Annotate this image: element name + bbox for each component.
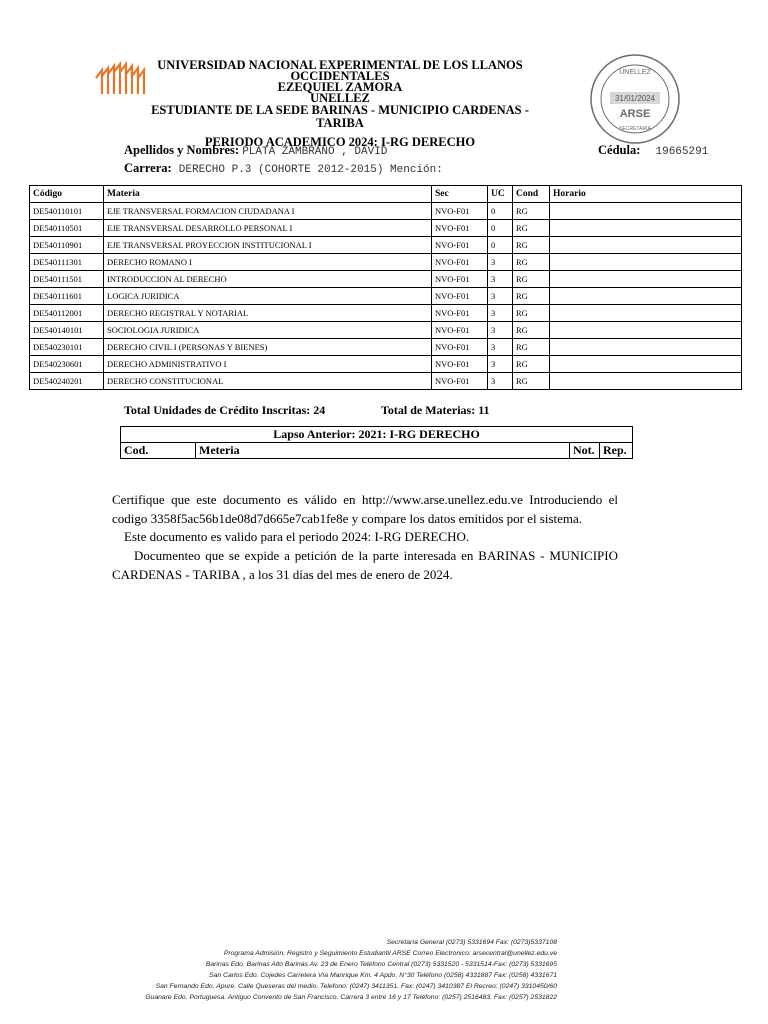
cell-horario <box>550 254 742 271</box>
cell-codigo: DE540230101 <box>30 339 104 356</box>
total-materias: Total de Materias: 11 <box>381 403 490 417</box>
cell-uc: 0 <box>488 203 513 220</box>
cell-materia: INTRODUCCION AL DERECHO <box>104 271 432 288</box>
cell-sec: NVO-F01 <box>432 288 488 305</box>
cell-horario <box>550 322 742 339</box>
cell-cond: RG <box>513 220 550 237</box>
subjects-table <box>29 185 742 390</box>
student-name-row <box>124 143 387 158</box>
carrera-row <box>124 161 443 176</box>
cell-horario <box>550 203 742 220</box>
table-row <box>30 237 742 254</box>
cell-sec: NVO-F01 <box>432 356 488 373</box>
col-codigo: Código <box>30 186 104 203</box>
cell-sec: NVO-F01 <box>432 305 488 322</box>
table-row <box>30 373 742 390</box>
cell-materia: DERECHO REGISTRAL Y NOTARIAL <box>104 305 432 322</box>
cell-materia: EJE TRANSVERSAL PROYECCION INSTITUCIONAL I <box>104 237 432 254</box>
cell-horario <box>550 356 742 373</box>
cell-sec: NVO-F01 <box>432 203 488 220</box>
document-header <box>140 60 540 149</box>
header-ezequiel: EZEQUIEL ZAMORA <box>277 80 403 94</box>
cell-horario <box>550 305 742 322</box>
col-materia: Materia <box>104 186 432 203</box>
stamp-name: ARSE <box>619 108 651 120</box>
cedula-value: 19665291 <box>655 146 709 158</box>
carrera-label: Carrera: <box>124 161 172 175</box>
cell-sec: NVO-F01 <box>432 373 488 390</box>
cell-uc: 3 <box>488 322 513 339</box>
official-stamp-icon <box>588 52 682 146</box>
footer-contacts <box>0 937 557 1003</box>
cell-codigo: DE540112001 <box>30 305 104 322</box>
cell-uc: 3 <box>488 254 513 271</box>
cell-codigo: DE540140101 <box>30 322 104 339</box>
footer-line: San Carlos Edo. Cojedes Carretera Vía Manrique Km. 4 Apdo. N°30 Teléfono (0258) 4331887 Fax: (0258) 4331671 <box>209 972 557 979</box>
cell-sec: NVO-F01 <box>432 271 488 288</box>
col-cond: Cond <box>513 186 550 203</box>
cell-horario <box>550 237 742 254</box>
header-university: UNIVERSIDAD NACIONAL EXPERIMENTAL DE LOS LLANOS OCCIDENTALES <box>157 58 523 83</box>
cell-cond: RG <box>513 203 550 220</box>
cell-horario <box>550 271 742 288</box>
cell-codigo: DE540111501 <box>30 271 104 288</box>
prev-col-not: Not. <box>570 443 600 459</box>
cell-cond: RG <box>513 237 550 254</box>
cell-codigo: DE540111601 <box>30 288 104 305</box>
table-header-row <box>30 186 742 203</box>
table-row <box>30 305 742 322</box>
cell-cond: RG <box>513 339 550 356</box>
cell-uc: 3 <box>488 288 513 305</box>
cedula-row <box>598 143 708 158</box>
stamp-top-text: SECRETARIA <box>619 126 651 132</box>
cell-cond: RG <box>513 305 550 322</box>
total-uc: Total Unidades de Crédito Inscritas: 24 <box>124 403 326 417</box>
cell-uc: 3 <box>488 373 513 390</box>
header-periodo: PERIODO ACADEMICO 2024: I-RG DERECHO <box>204 135 476 149</box>
cell-horario <box>550 288 742 305</box>
cell-cond: RG <box>513 373 550 390</box>
previous-period-table <box>120 426 633 459</box>
cell-uc: 3 <box>488 356 513 373</box>
cell-materia: DERECHO ROMANO I <box>104 254 432 271</box>
cell-uc: 0 <box>488 237 513 254</box>
header-sede: ESTUDIANTE DE LA SEDE BARINAS - MUNICIPIO CARDENAS - TARIBA <box>151 103 529 130</box>
certification-paragraph: Certifique que este documento es válido en http://www.arse.unellez.edu.ve Introduciendo el codigo 3358f5ac56b1de08d7d665e7cab1fe8e y compare los datos emitidos por el sistema. <box>112 492 618 526</box>
stamp-brand: UNELLEZ <box>619 69 651 76</box>
cell-cond: RG <box>513 356 550 373</box>
footer-line: Guanare Edo. Portuguesa. Antiguo Convento de San Francisco. Carrera 3 entre 16 y 17 Teléfono: (0257) 2516483. Fax: (0257) 2531822 <box>145 994 557 1001</box>
cell-horario <box>550 373 742 390</box>
footer-line: Secretaría General (0273) 5331694 Fax: (0273)5337108 <box>386 939 557 946</box>
carrera-value: DERECHO P.3 (COHORTE 2012-2015) Mención: <box>178 164 443 176</box>
footer-line: Programa Admisión, Registro y Seguimiento Estudiantil ARSE Correo Electronico: arsecentral@unellez.edu.ve <box>223 950 557 957</box>
col-horario: Horario <box>550 186 742 203</box>
cell-codigo: DE540240201 <box>30 373 104 390</box>
table-row <box>30 356 742 373</box>
cell-cond: RG <box>513 322 550 339</box>
cell-cond: RG <box>513 288 550 305</box>
issuance-paragraph: Documenteo que se expide a petición de la parte interesada en BARINAS - MUNICIPIO CARDENAS - TARIBA , a los 31 días del mes de enero de 2024. <box>112 548 618 582</box>
cell-codigo: DE540111301 <box>30 254 104 271</box>
col-uc: UC <box>488 186 513 203</box>
cell-codigo: DE540110101 <box>30 203 104 220</box>
cedula-label: Cédula: <box>598 143 641 157</box>
cell-uc: 3 <box>488 271 513 288</box>
previous-header-row <box>121 443 633 459</box>
previous-title: Lapso Anterior: 2021: I-RG DERECHO <box>121 427 633 443</box>
validity-paragraph: Este documento es valido para el periodo 2024: I-RG DERECHO. <box>124 529 470 544</box>
cell-materia: EJE TRANSVERSAL DESARROLLO PERSONAL I <box>104 220 432 237</box>
cell-codigo: DE540230601 <box>30 356 104 373</box>
cell-materia: SOCIOLOGIA JURIDICA <box>104 322 432 339</box>
col-sec: Sec <box>432 186 488 203</box>
cell-materia: DERECHO ADMINISTRATIVO I <box>104 356 432 373</box>
stamp-date: 31/01/2024 <box>614 94 656 103</box>
table-row <box>30 339 742 356</box>
cell-codigo: DE540110501 <box>30 220 104 237</box>
table-row <box>30 271 742 288</box>
cell-codigo: DE540110901 <box>30 237 104 254</box>
cell-horario <box>550 220 742 237</box>
table-row <box>30 322 742 339</box>
cell-sec: NVO-F01 <box>432 322 488 339</box>
cell-cond: RG <box>513 254 550 271</box>
cell-sec: NVO-F01 <box>432 237 488 254</box>
table-row <box>30 288 742 305</box>
cell-materia: DERECHO CIVIL I (PERSONAS Y BIENES) <box>104 339 432 356</box>
table-row <box>30 220 742 237</box>
cell-sec: NVO-F01 <box>432 339 488 356</box>
header-unellez: UNELLEZ <box>310 91 370 105</box>
name-label: Apellidos y Nombres: <box>124 143 240 157</box>
cell-materia: EJE TRANSVERSAL FORMACION CIUDADANA I <box>104 203 432 220</box>
cell-cond: RG <box>513 271 550 288</box>
subjects-body <box>30 203 742 390</box>
cell-sec: NVO-F01 <box>432 220 488 237</box>
footer-line: San Fernando Edo. Apure. Calle Queseras del medio. Telefono: (0247) 3411351. Fax: (0247) 3410387 El Recreo: (0247) 3310450/60 <box>155 983 557 990</box>
prev-col-cod: Cod. <box>121 443 196 459</box>
cell-materia: LOGICA JURIDICA <box>104 288 432 305</box>
cell-horario <box>550 339 742 356</box>
cell-uc: 3 <box>488 339 513 356</box>
prev-col-rep: Rep. <box>600 443 633 459</box>
table-row <box>30 254 742 271</box>
cell-uc: 3 <box>488 305 513 322</box>
cell-materia: DERECHO CONSTITUCIONAL <box>104 373 432 390</box>
table-row <box>30 203 742 220</box>
prev-col-materia: Meteria <box>196 443 570 459</box>
cell-uc: 0 <box>488 220 513 237</box>
cell-sec: NVO-F01 <box>432 254 488 271</box>
footer-line: Barinas Edo. Barinas Alto Barinas Av. 23 de Enero Teléfono Central (0273) 5331520 - 5331514-Fax: (0273) 5331695 <box>205 961 557 968</box>
name-value: PLATA ZAMBRANO , DAVID <box>242 146 388 158</box>
